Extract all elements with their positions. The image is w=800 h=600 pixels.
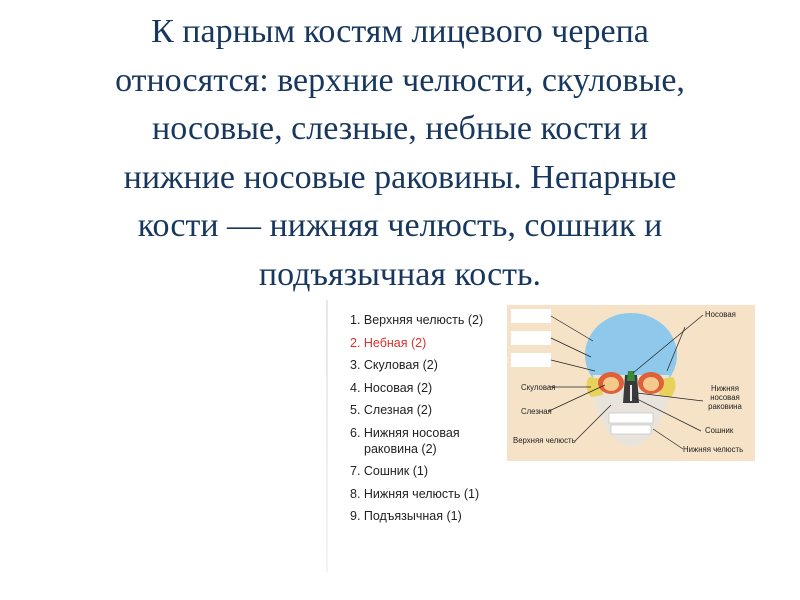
title-line: относятся: верхние челюсти, скуловые, xyxy=(115,61,685,99)
skull-figure xyxy=(507,305,755,461)
slide-title xyxy=(40,8,760,299)
leader-line xyxy=(551,316,593,341)
title-line: нижние носовые раковины. Непарные xyxy=(123,158,677,196)
blank-label-box xyxy=(511,331,551,345)
legend-item-mandible: 8. Нижняя челюсть (1) xyxy=(350,486,480,501)
legend-item-palatine: 2. Небная (2) xyxy=(350,335,427,350)
figure-label-lacrimal: Слезная xyxy=(521,407,552,416)
vomer-shape xyxy=(630,385,632,401)
title-line: носовые, слезные, небные кости и xyxy=(152,110,648,147)
figure-label-vomer: Сошник xyxy=(705,426,734,435)
legend-item-concha xyxy=(350,425,483,457)
figure-label-concha-line1: Нижняя xyxy=(711,384,739,393)
leader-line xyxy=(653,429,683,449)
legend-item-hyoid: 9. Подъязычная (1) xyxy=(350,509,462,523)
lower-teeth-shape xyxy=(611,425,651,434)
legend-item-maxilla: 1. Верхняя челюсть (2) xyxy=(350,313,484,327)
leader-line xyxy=(551,338,591,357)
legend-item-nasal: 4. Носовая (2) xyxy=(350,380,433,395)
figure-label-concha-line2: носовая xyxy=(710,393,740,402)
legend-item-vomer: 7. Сошник (1) xyxy=(350,464,429,478)
blank-label-box xyxy=(511,309,551,323)
figure-label-zygomatic: Скуловая xyxy=(521,383,556,392)
orbit-right-inner xyxy=(643,377,659,391)
figure-label-concha xyxy=(703,384,747,411)
title-line: кости — нижняя челюсть, сошник и xyxy=(137,207,663,244)
title-line: подъязычная кость. xyxy=(258,255,542,293)
legend-item-zygomatic: 3. Скуловая (2) xyxy=(350,358,438,372)
figure-label-maxilla: Верхняя челюсть xyxy=(513,436,576,445)
figure-label-concha-line3: раковина xyxy=(708,402,742,411)
legend-item-lacrimal: 5. Слезная (2) xyxy=(350,403,433,417)
legend-item-concha-line2: раковина (2) xyxy=(364,441,437,456)
bone-legend-list xyxy=(350,312,483,531)
column-divider xyxy=(326,300,328,572)
orbit-left-inner xyxy=(603,377,619,391)
upper-teeth-shape xyxy=(609,413,653,423)
title-line: К парным костям лицевого черепа xyxy=(151,13,649,50)
figure-label-nasal: Носовая xyxy=(705,310,736,319)
figure-label-mandible: Нижняя челюсть xyxy=(683,445,744,454)
legend-item-concha-line1: 6. Нижняя носовая xyxy=(350,425,460,440)
blank-label-box xyxy=(511,353,551,367)
